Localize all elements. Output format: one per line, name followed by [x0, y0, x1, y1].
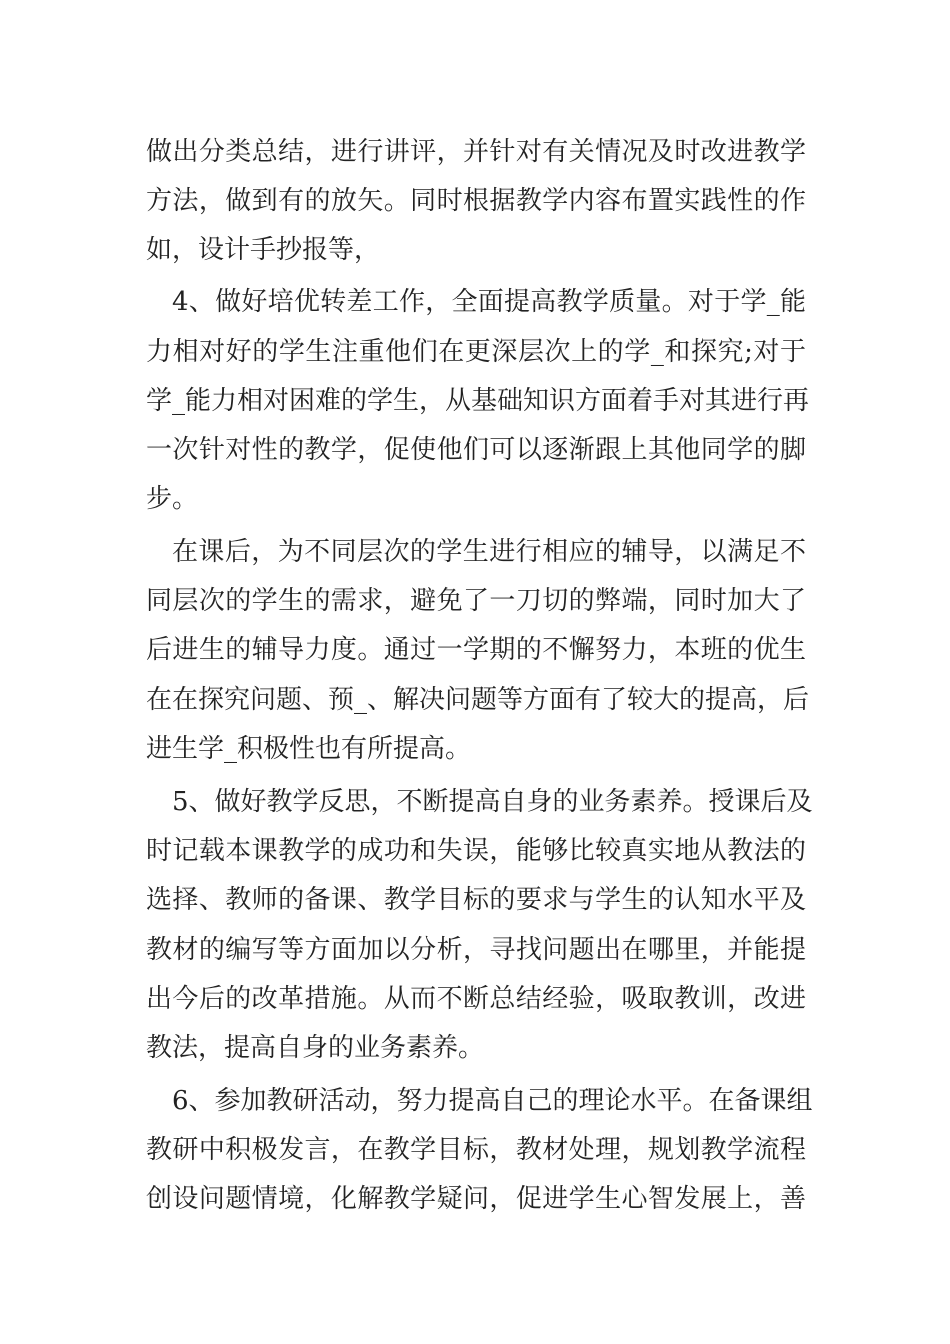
text-line: 教研中积极发言，在教学目标，教材处理，规划教学流程 — [146, 1135, 806, 1165]
paragraph-6-start: 6、参加教研活动，努力提高自己的理论水平。在备课组 — [172, 1086, 813, 1116]
text-line: 学_能力相对困难的学生，从基础知识方面着手对其进行再 — [146, 386, 810, 416]
text-line: 做出分类总结，进行讲评，并针对有关情况及时改进教学 — [146, 137, 806, 167]
text-line: 力相对好的学生注重他们在更深层次上的学_和探究;对于 — [146, 337, 806, 367]
text-line: 教法，提高自身的业务素养。 — [146, 1033, 485, 1063]
text-line: 教材的编写等方面加以分析，寻找问题出在哪里，并能提 — [146, 935, 806, 965]
text-line: 同层次的学生的需求，避免了一刀切的弊端，同时加大了 — [146, 586, 806, 616]
text-line: 创设问题情境，化解教学疑问，促进学生心智发展上，善 — [146, 1184, 806, 1214]
text-line: 如，设计手抄报等， — [146, 235, 381, 265]
text-line: 选择、教师的备课、教学目标的要求与学生的认知水平及 — [146, 885, 806, 915]
paragraph-4-start: 4、做好培优转差工作，全面提高教学质量。对于学_能 — [172, 287, 806, 317]
text-line: 步。 — [146, 484, 199, 514]
text-line: 时记载本课教学的成功和失误，能够比较真实地从教法的 — [146, 836, 806, 866]
text-line: 一次针对性的教学，促使他们可以逐渐跟上其他同学的脚 — [146, 435, 806, 465]
text-line: 在在探究问题、预_、解决问题等方面有了较大的提高，后 — [146, 685, 810, 715]
text-line: 进生学_积极性也有所提高。 — [146, 734, 472, 764]
text-line: 出今后的改革措施。从而不断总结经验，吸取教训，改进 — [146, 984, 806, 1014]
paragraph-after-class-start: 在课后，为不同层次的学生进行相应的辅导，以满足不 — [172, 537, 806, 567]
text-line: 方法，做到有的放矢。同时根据教学内容布置实践性的作 — [146, 186, 806, 216]
text-line: 后进生的辅导力度。通过一学期的不懈努力，本班的优生 — [146, 635, 806, 665]
paragraph-5-start: 5、做好教学反思，不断提高自身的业务素养。授课后及 — [172, 787, 813, 817]
